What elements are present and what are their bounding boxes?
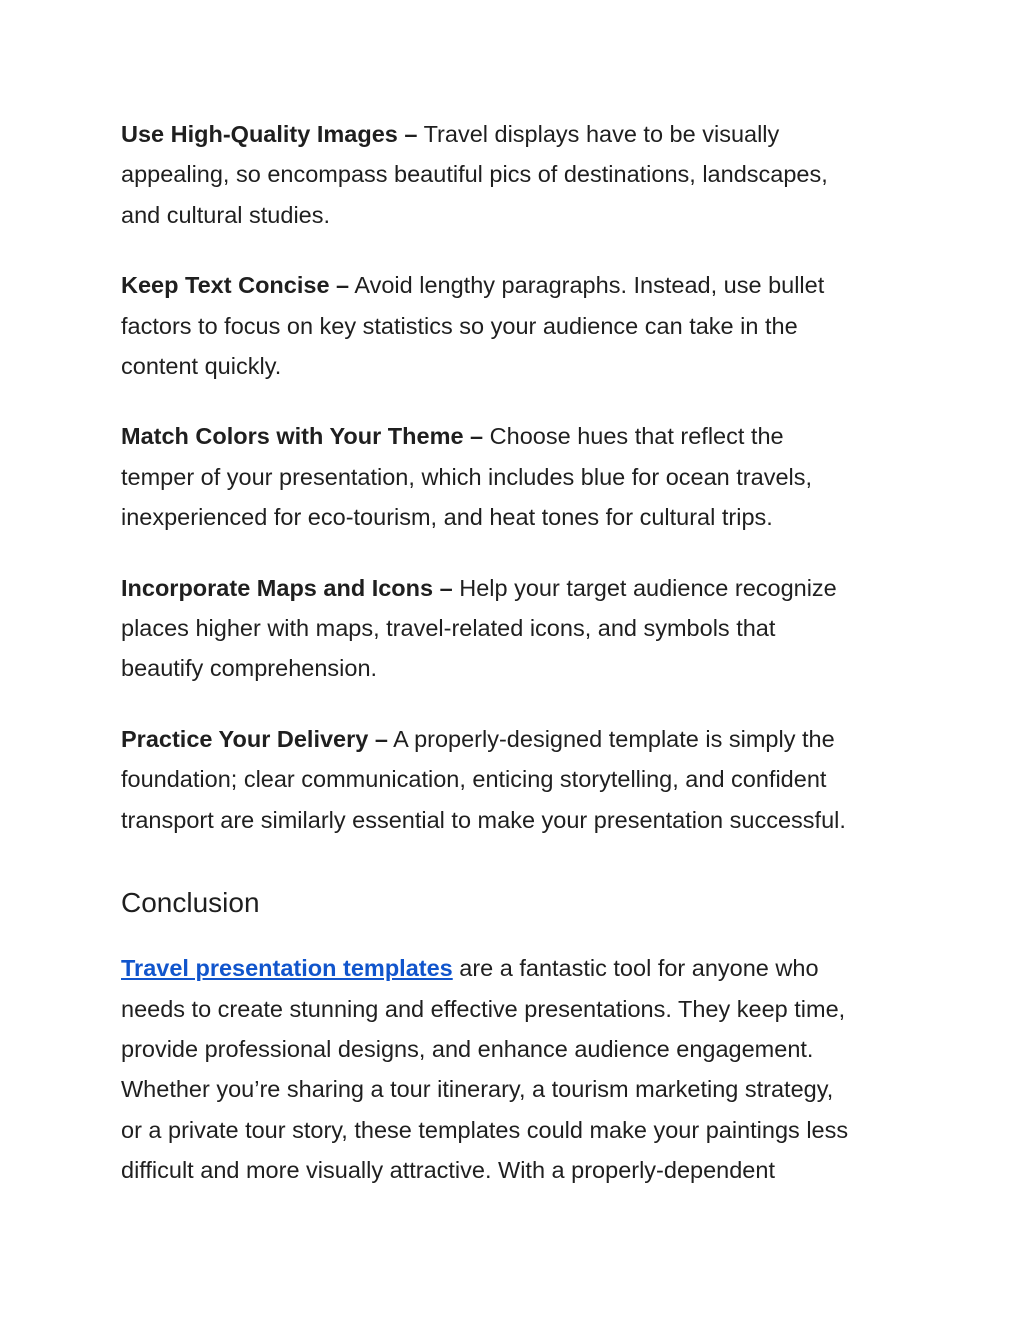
- tip-keep-text-concise: [121, 265, 911, 386]
- travel-templates-link[interactable]: Travel presentation templates: [121, 955, 453, 982]
- tip-text: temper of your presentation, which includes blue for ocean travels,: [121, 463, 813, 490]
- tip-text: Help your target audience recognize: [459, 574, 837, 601]
- tip-text: foundation; clear communication, enticing storytelling, and confident: [121, 766, 827, 793]
- tip-text: Travel displays have to be visually: [423, 121, 780, 147]
- tip-title: Incorporate Maps and Icons –: [121, 574, 453, 601]
- tip-text: places higher with maps, travel-related icons, and symbols that: [121, 615, 776, 642]
- conclusion-text: difficult and more visually attractive. With a properly-dependent: [121, 1157, 775, 1184]
- tip-high-quality-images: [121, 114, 911, 235]
- tip-maps-and-icons: [121, 568, 911, 689]
- tip-title: Keep Text Concise –: [121, 272, 350, 299]
- conclusion-text: or a private tour story, these templates could make your paintings less: [121, 1116, 849, 1143]
- tip-text: appealing, so encompass beautiful pics of destinations, landscapes,: [121, 161, 828, 188]
- tip-title: Match Colors with Your Theme –: [121, 423, 484, 450]
- tip-text: factors to focus on key statistics so your audience can take in the: [121, 312, 798, 339]
- tip-practice-delivery: [121, 719, 911, 840]
- tip-text: beautify comprehension.: [121, 655, 378, 682]
- conclusion-text: provide professional designs, and enhance audience engagement.: [121, 1035, 814, 1062]
- conclusion-text: needs to create stunning and effective presentations. They keep time,: [121, 995, 846, 1022]
- tip-text: Choose hues that reflect the: [489, 423, 784, 450]
- tip-text: and cultural studies.: [121, 201, 331, 228]
- tip-text: content quickly.: [121, 353, 282, 380]
- tip-text: inexperienced for eco-tourism, and heat tones for cultural trips.: [121, 504, 773, 531]
- conclusion-heading: Conclusion: [121, 887, 260, 919]
- document-page: [121, 114, 911, 1191]
- conclusion-text: are a fantastic tool for anyone who: [459, 955, 819, 982]
- tip-text: Avoid lengthy paragraphs. Instead, use bullet: [354, 272, 825, 299]
- tip-match-colors: [121, 416, 911, 537]
- conclusion-text: Whether you’re sharing a tour itinerary, a tourism marketing strategy,: [121, 1076, 834, 1103]
- tip-text: transport are similarly essential to make your presentation successful.: [121, 806, 846, 833]
- tip-title: Use High-Quality Images –: [121, 121, 418, 147]
- conclusion-paragraph: [121, 948, 911, 1190]
- tip-title: Practice Your Delivery –: [121, 725, 388, 752]
- tip-text: A properly-designed template is simply the: [393, 725, 835, 752]
